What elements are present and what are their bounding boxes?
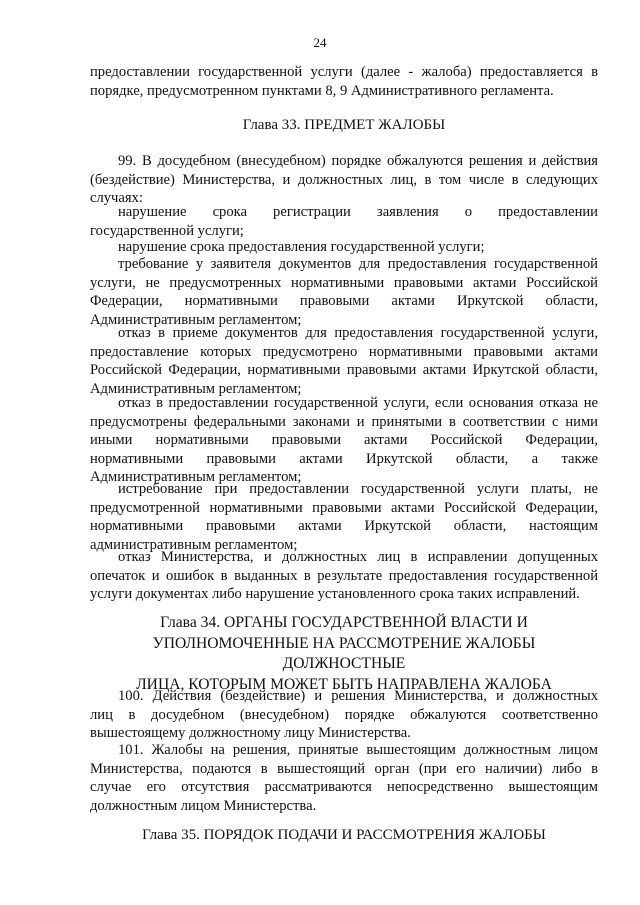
text-line: случае его отсутствия рассматриваются непосредственно вышестоящим: [90, 779, 598, 796]
text-line: опечаток и ошибок в выданных в результате предоставления государственной: [90, 567, 598, 584]
text-line: 101. Жалобы на решения, принятые вышестоящим должностным лицом: [118, 742, 598, 758]
text-line: государственной услуги;: [90, 222, 244, 239]
text-line: нарушение срока предоставления государственной услуги;: [118, 239, 485, 255]
paragraph-101: [90, 741, 598, 815]
text-line: нарушение срока регистрации заявления о предоставлении: [118, 204, 598, 220]
text-line: отказ в предоставлении государственной услуги, если основания отказа не: [118, 395, 598, 411]
text-line: случаях:: [90, 190, 143, 207]
text-line: отказ Министерства, и должностных лиц в исправлении допущенных: [118, 549, 598, 565]
text-line: нормативными правовыми актами Иркутской области, настоящим: [90, 518, 598, 535]
list-item-2: [90, 238, 598, 257]
text-line: истребование при предоставлении государственной услуги платы, не: [118, 481, 598, 497]
text-line: Федерации, нормативными правовыми актами Иркутской области,: [90, 293, 598, 310]
text-line: вышестоящему должностному лицу Министерства.: [90, 725, 411, 742]
text-line: иными нормативными правовыми актами Российской Федерации,: [90, 432, 598, 449]
text-line: Министерства, подаются в вышестоящий орган (при его наличии) либо в: [90, 760, 598, 777]
list-item-4: [90, 324, 598, 398]
text-line: отказ в приеме документов для предоставления государственной услуги,: [118, 325, 598, 341]
text-line: 99. В досудебном (внесудебном) порядке обжалуются решения и действия: [118, 153, 598, 169]
paragraph-99: [90, 152, 598, 208]
list-item-3: [90, 255, 598, 329]
text-line: предоставление которых предусмотрено нормативными правовыми актами: [90, 343, 598, 360]
text-line: 100. Действия (бездействие) и решения Министерства, и должностных: [118, 688, 598, 704]
text-line: порядке, предусмотренном пунктами 8, 9 Административного регламента.: [90, 82, 554, 99]
list-item-1: [90, 203, 598, 240]
chapter-34-heading: [90, 613, 598, 695]
list-item-6: [90, 480, 598, 554]
text-line: Административным регламентом;: [90, 469, 302, 486]
paragraph-100: [90, 687, 598, 743]
heading-line: УПОЛНОМОЧЕННЫЕ НА РАССМОТРЕНИЕ ЖАЛОБЫ ДОЛЖНОСТНЫЕ: [152, 634, 536, 672]
text-line: предусмотренной нормативными правовыми актами Российской Федерации,: [90, 499, 598, 516]
text-line: лиц в досудебном (внесудебном) порядке обжалуются соответственно: [90, 706, 598, 723]
text-line: предусмотрены федеральными законами и принятыми в соответствии с ними: [90, 413, 598, 430]
text-line: требование у заявителя документов для предоставления государственной: [118, 256, 598, 272]
text-line: Административным регламентом;: [90, 380, 302, 397]
list-item-5: [90, 394, 598, 487]
list-item-7: [90, 548, 598, 604]
text-line: предоставлении государственной услуги (далее - жалоба) предоставляется в: [90, 64, 598, 80]
text-line: (бездействие) Министерства, и должностных лиц, в том числе в следующих: [90, 171, 598, 188]
intro-paragraph: [90, 63, 598, 100]
text-line: нормативными правовыми актами Иркутской области, а также: [90, 450, 598, 467]
heading-line: Глава 34. ОРГАНЫ ГОСУДАРСТВЕННОЙ ВЛАСТИ И: [160, 614, 528, 631]
text-line: Административным регламентом;: [90, 311, 302, 328]
text-line: должностным лицом Министерства.: [90, 797, 317, 814]
text-line: услуги документах либо нарушение установленного срока таких исправлений.: [90, 586, 580, 603]
chapter-35-heading: Глава 35. ПОРЯДОК ПОДАЧИ И РАССМОТРЕНИЯ ЖАЛОБЫ: [142, 827, 546, 843]
text-line: Российской Федерации, нормативными правовыми актами Иркутской области,: [90, 362, 598, 379]
chapter-33-heading: Глава 33. ПРЕДМЕТ ЖАЛОБЫ: [242, 117, 446, 133]
text-line: услуги, не предусмотренных нормативными правовыми актами Российской: [90, 274, 598, 291]
text-line: административным регламентом;: [90, 536, 298, 553]
heading-line: ЛИЦА, КОТОРЫМ МОЖЕТ БЫТЬ НАПРАВЛЕНА ЖАЛОБА: [136, 675, 552, 693]
page-number: 24: [313, 35, 327, 50]
